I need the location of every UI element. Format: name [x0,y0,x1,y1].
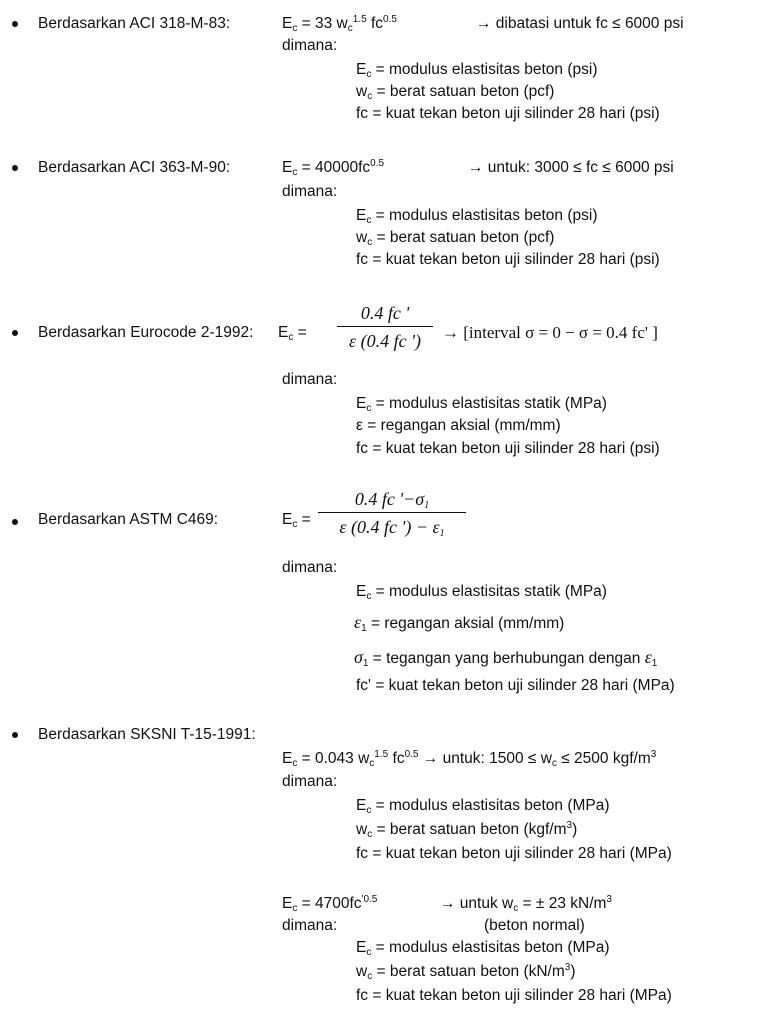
item-3-fraction [337,304,433,350]
item-2-formula: $E_c = 40000fc^{0.5}$ [282,158,385,178]
item-3-note: → [interval σ = 0 − σ = 0.4 fc' ] [442,323,658,342]
item-2-def-1: $E_c$ = modulus elastisitas beton (psi) [356,207,598,226]
item-5-formula-2: $E_c = 4700fc^{'0.5}$ [282,894,378,914]
item-2-def-2: $w_c$ = berat satuan beton (pcf) [356,229,555,248]
item-5-def2-2: $w_c$ = berat satuan beton $(kN/m^3)$ [356,962,576,982]
item-5-label: Berdasarkan SKSNI T-15-1991: [38,726,256,743]
item-4-def-1: $E_c$ = modulus elastisitas statik (MPa) [356,583,607,602]
item-2-note: → untuk: 3000 ≤ fc ≤ 6000 psi [468,159,674,176]
item-4-numerator: 0.4 fc '$-\sigma_1$ [354,489,430,511]
item-5-formula-1: $E_c = 0.043$ $w_c^{1.5}$ $fc^{0.5}$ → untuk: $1500 \le w_c \le 2500$ kgf/$m^3$ [282,749,657,769]
item-5-where-2: dimana: [282,917,338,934]
item-4-label: Berdasarkan ASTM C469: [38,511,219,528]
item-4-def-3: $\sigma_1$ = tegangan yang berhubungan dengan $\varepsilon_1$ [354,647,658,669]
item-4-fraction [318,489,466,539]
item-4-def-4: fc' = kuat tekan beton uji silinder 28 hari (MPa) [356,677,675,694]
item-5-formula-2-note: → untuk $w_c$ = ± 23 $kN/m^3$ [440,894,612,914]
item-5-def1-2: $w_c$ = berat satuan beton $(kgf/m^3)$ [356,820,578,840]
item-5-def2-3: fc = kuat tekan beton uji silinder 28 hari (MPa) [356,987,672,1004]
item-3-def-1: $E_c$ = modulus elastisitas statik (MPa) [356,395,607,414]
item-4-where: dimana: [282,559,338,576]
item-1-label: Berdasarkan ACI 318-M-83: [38,15,231,32]
item-5-def2-1: $E_c$ = modulus elastisitas beton (MPa) [356,939,610,958]
item-2-where: dimana: [282,183,338,200]
item-5-formula-2-note-line2: (beton normal) [484,917,585,934]
item-4-def-2: $\varepsilon_1$ = regangan aksial (mm/mm) [354,612,565,634]
item-2-label: Berdasarkan ACI 363-M-90: [38,159,231,176]
item-3-formula-lhs: $E_c$ = [278,324,307,343]
bullet-3 [12,330,18,336]
item-3-def-3: fc = kuat tekan beton uji silinder 28 hari (psi) [356,440,660,457]
item-3-def-2: ε = regangan aksial (mm/mm) [356,417,561,434]
item-5-def1-1: $E_c$ = modulus elastisitas beton (MPa) [356,797,610,816]
item-3-fraction-bar [337,326,433,327]
item-1-note: → dibatasi untuk fc ≤ 6000 psi [476,15,684,32]
item-1-def-3: fc = kuat tekan beton uji silinder 28 hari (psi) [356,105,660,122]
bullet-5 [12,732,18,738]
item-1-where: dimana: [282,37,338,54]
item-1-def-1: $E_c$ = modulus elastisitas beton (psi) [356,61,598,80]
item-2-def-3: fc = kuat tekan beton uji silinder 28 hari (psi) [356,251,660,268]
item-3-label: Berdasarkan Eurocode 2-1992: [38,324,254,341]
item-1-def-2: $w_c$ = berat satuan beton (pcf) [356,83,555,102]
item-3-numerator: 0.4 fc ' [360,303,410,323]
item-4-formula-lhs: $E_c$ = [282,511,311,530]
item-3-denominator: ε (0.4 fc ') [349,331,421,351]
item-5-where-1: dimana: [282,773,338,790]
item-4-denominator: ε (0.4 fc ') − $\varepsilon_1$ [339,517,445,539]
item-3-where: dimana: [282,371,338,388]
bullet-4 [12,519,18,525]
bullet-2 [12,165,18,171]
item-4-fraction-bar [318,512,466,513]
item-5-def1-3: fc = kuat tekan beton uji silinder 28 hari (MPa) [356,845,672,862]
bullet-1 [12,21,18,27]
item-1-formula: $E_c = 33$ $w_c^{1.5}$ $fc^{0.5}$ [282,14,397,34]
